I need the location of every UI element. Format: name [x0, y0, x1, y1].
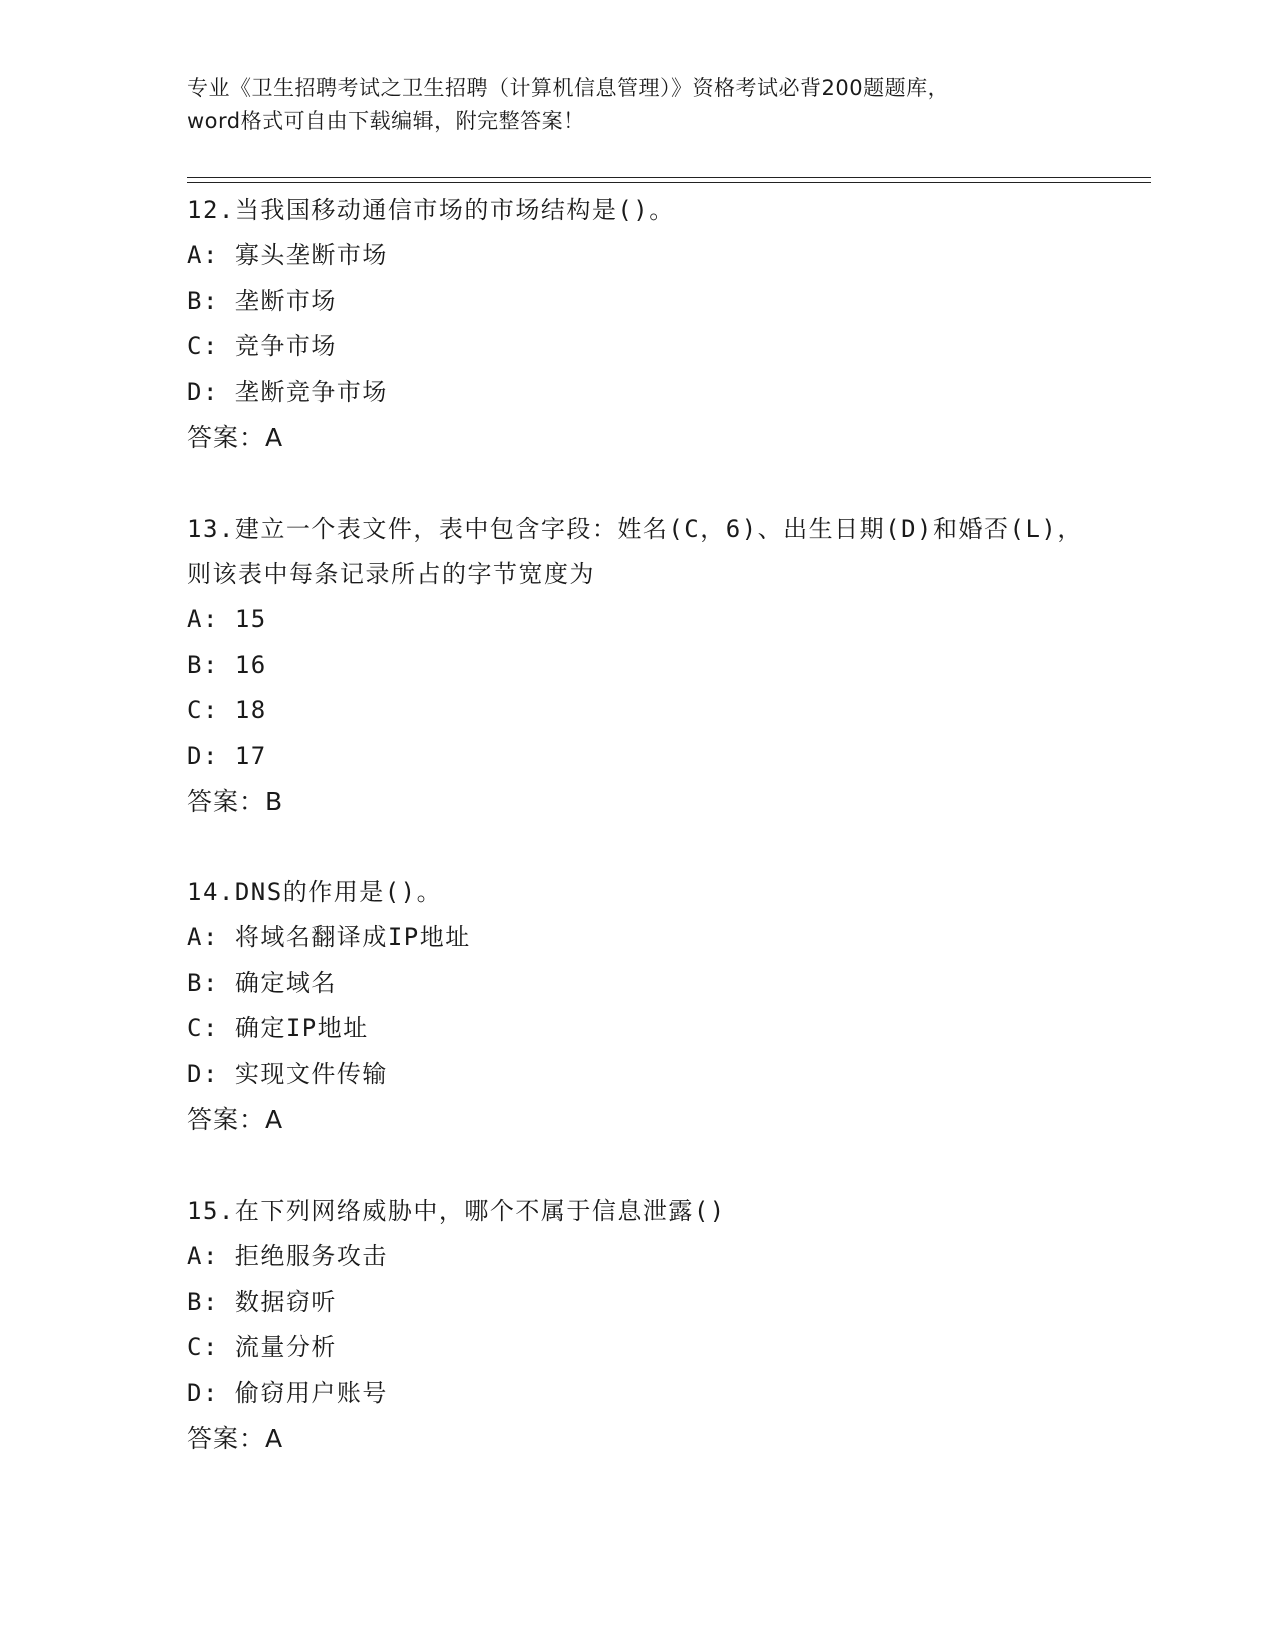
option-b: B: 16	[187, 650, 267, 679]
option-b: B: 数据窃听	[187, 1287, 337, 1316]
question-14	[187, 870, 1087, 1142]
header-line-1: 专业《卫生招聘考试之卫生招聘（计算机信息管理）》资格考试必背200题题库，	[187, 76, 950, 100]
question-stem: 12.当我国移动通信市场的市场结构是()。	[187, 196, 675, 224]
answer: 答案：A	[187, 1105, 284, 1134]
header-divider-top	[187, 177, 1151, 178]
option-a: A: 寡头垄断市场	[187, 241, 388, 269]
question-12	[187, 188, 1087, 460]
header-line-2: word格式可自由下载编辑，附完整答案！	[187, 109, 585, 133]
question-stem: 13.建立一个表文件，表中包含字段：姓名(C，6)、出生日期(D)和婚否(L)，则该表中每条记录所占的字节宽度为	[187, 515, 1083, 588]
option-a: A: 15	[187, 605, 267, 633]
option-c: C: 竞争市场	[187, 332, 337, 360]
option-d: D: 实现文件传输	[187, 1059, 388, 1088]
option-b: B: 确定域名	[187, 968, 337, 997]
option-d: D: 偷窃用户账号	[187, 1378, 388, 1407]
document-header	[187, 72, 1087, 138]
answer: 答案：A	[187, 423, 284, 452]
header-divider-bottom	[187, 182, 1151, 183]
answer: 答案：A	[187, 1424, 284, 1453]
question-13	[187, 507, 1087, 824]
question-stem: 14.DNS的作用是()。	[187, 878, 443, 906]
option-a: A: 将域名翻译成IP地址	[187, 923, 471, 951]
option-d: D: 17	[187, 741, 267, 770]
question-15	[187, 1189, 1087, 1461]
option-a: A: 拒绝服务攻击	[187, 1242, 388, 1270]
option-d: D: 垄断竞争市场	[187, 377, 388, 406]
option-c: C: 18	[187, 696, 267, 724]
question-stem: 15.在下列网络威胁中，哪个不属于信息泄露()	[187, 1197, 726, 1225]
option-c: C: 流量分析	[187, 1333, 337, 1361]
option-b: B: 垄断市场	[187, 286, 337, 315]
answer: 答案：B	[187, 787, 284, 816]
option-c: C: 确定IP地址	[187, 1014, 369, 1042]
